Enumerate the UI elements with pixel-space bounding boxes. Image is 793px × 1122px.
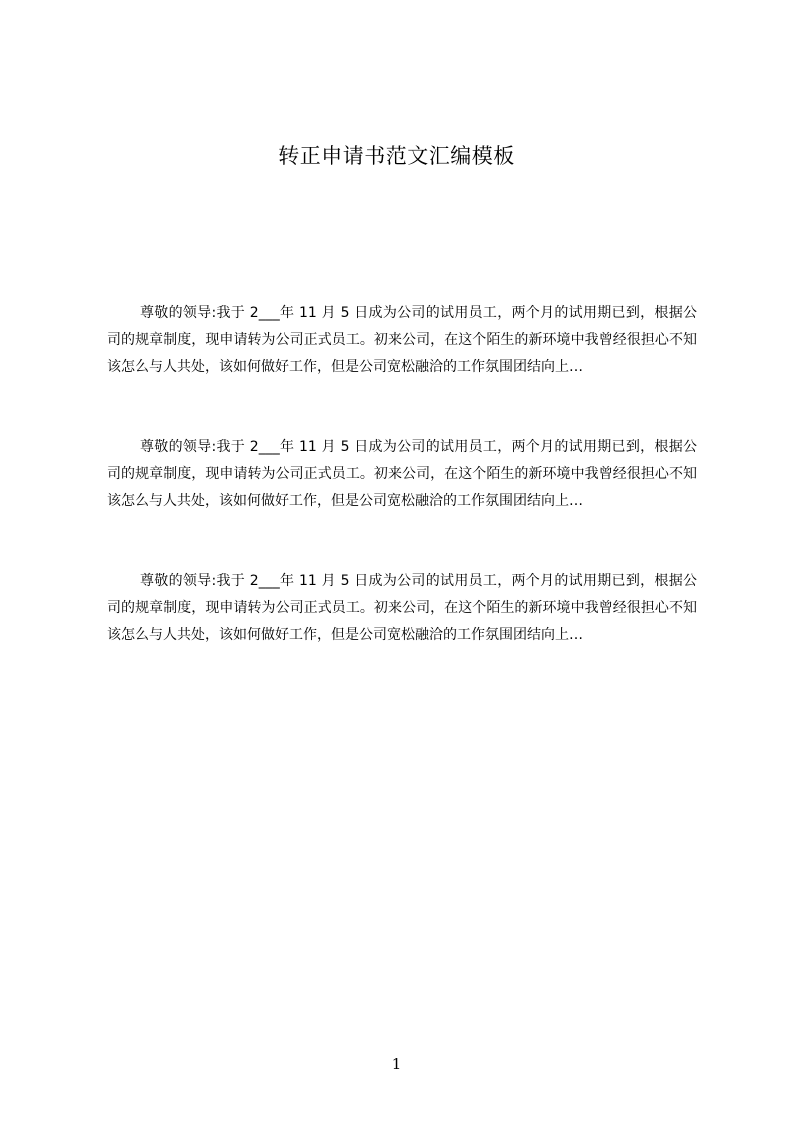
page-number: 1: [391, 1055, 402, 1073]
document-title: 转正申请书范文汇编模板: [278, 144, 515, 168]
paragraph-2: 尊敬的领导:我于 2___年 11 月 5 日成为公司的试用员工，两个月的试用期已到，根据公司的规章制度，现申请转为公司正式员工。初来公司，在这个陌生的新环境中我曾经很担心不知该怎么与人共处，该如何做好工作，但是公司宽松融洽的工作氛围团结向上…: [107, 439, 697, 509]
paragraph-1: 尊敬的领导:我于 2___年 11 月 5 日成为公司的试用员工，两个月的试用期已到，根据公司的规章制度，现申请转为公司正式员工。初来公司，在这个陌生的新环境中我曾经很担心不知该怎么与人共处，该如何做好工作，但是公司宽松融洽的工作氛围团结向上…: [107, 305, 697, 375]
paragraph-3: 尊敬的领导:我于 2___年 11 月 5 日成为公司的试用员工，两个月的试用期已到，根据公司的规章制度，现申请转为公司正式员工。初来公司，在这个陌生的新环境中我曾经很担心不知该怎么与人共处，该如何做好工作，但是公司宽松融洽的工作氛围团结向上…: [107, 573, 697, 643]
